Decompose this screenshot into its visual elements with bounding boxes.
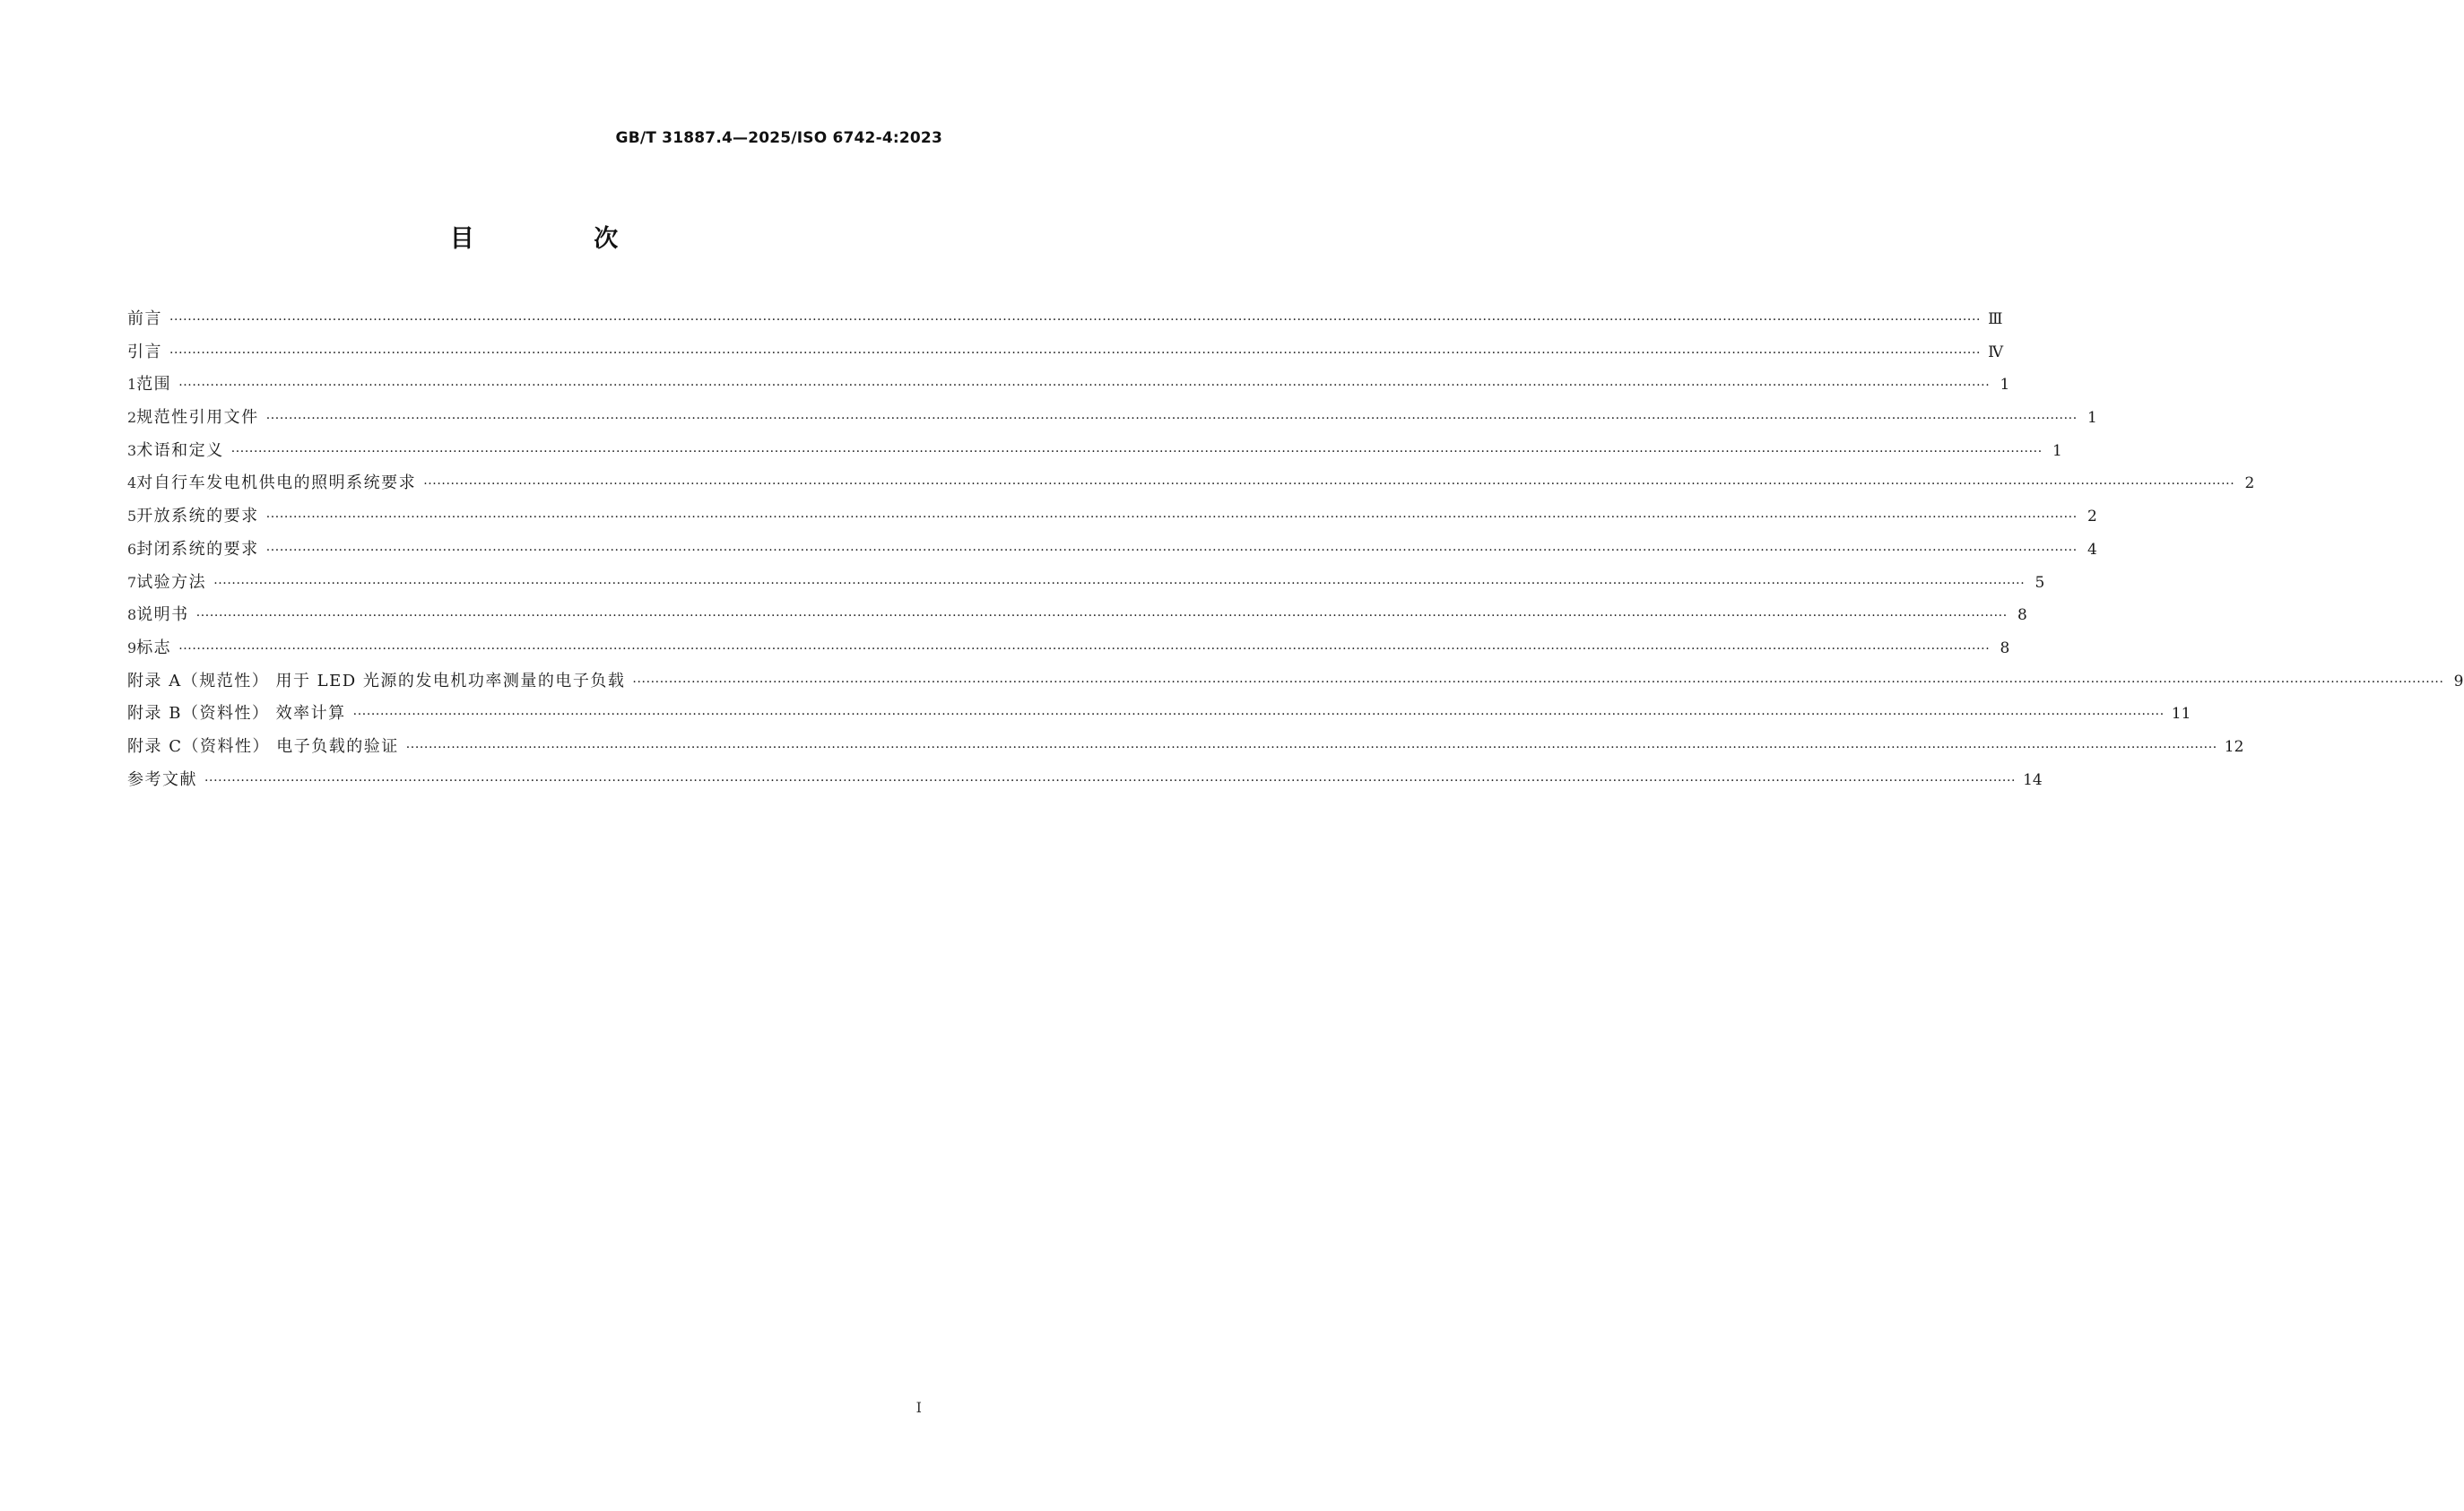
toc-entry-page: 8 [2017,606,2027,625]
toc-entry[interactable] [127,467,2255,500]
toc-entry-number: 7 [127,573,137,591]
table-of-contents [127,303,2464,796]
toc-entry-page: 5 [2035,573,2045,592]
toc-entry[interactable] [127,764,2043,797]
toc-entry-number: 5 [127,508,137,525]
toc-entry-label: 封闭系统的要求 [136,539,259,559]
toc-entry[interactable] [127,435,2062,468]
toc-entry-page: 11 [2171,705,2191,724]
toc-entry-label: 术语和定义 [136,440,224,460]
toc-entry[interactable] [127,599,2027,632]
toc-entry-page: 1 [2087,409,2097,428]
toc-entry-page: 2 [2087,508,2097,526]
toc-dot-leader: ················································································································································································································································································································································································································ [265,510,2078,525]
toc-entry-label: 规范性引用文件 [136,408,259,428]
toc-dot-leader: ················································································································································································································································································································································································································ [178,378,1991,394]
toc-dot-leader: ················································································································································································································································································································································································································ [423,477,2235,492]
toc-entry[interactable] [127,500,2097,534]
toc-dot-leader: ················································································································································································································································································································································································································ [265,412,2078,427]
toc-entry-label: 附录 C（资料性） 电子负载的验证 [127,736,399,756]
toc-entry[interactable] [127,632,2010,665]
toc-entry-number: 6 [127,540,137,558]
toc-entry-label: 附录 B（资料性） 效率计算 [127,704,346,724]
toc-entry-label: 引言 [127,342,162,361]
toc-entry-label: 标志 [136,638,172,657]
toc-entry[interactable] [127,402,2097,435]
toc-entry[interactable] [127,567,2045,600]
toc-entry-label: 说明书 [136,605,189,625]
page-title: 目 次 [449,225,674,253]
toc-entry-label: 范围 [136,375,172,395]
toc-entry-number: 9 [127,638,137,656]
toc-entry-number: 8 [127,606,137,624]
toc-entry-page: Ⅳ [1988,343,2004,361]
toc-dot-leader: ················································································································································································································································································································································································································ [195,609,2008,624]
toc-entry[interactable] [127,665,2464,699]
toc-entry-label: 前言 [127,309,162,328]
toc-entry[interactable] [127,336,2004,369]
toc-entry-page: Ⅲ [1988,310,2003,328]
toc-entry[interactable] [127,534,2097,567]
toc-entry-label: 对自行车发电机供电的照明系统要求 [136,473,417,493]
toc-entry-number: 4 [127,474,137,492]
toc-entry-page: 14 [2023,770,2043,789]
toc-dot-leader: ················································································································································································································································································································································································································ [632,674,2444,690]
toc-entry-page: 4 [2087,540,2097,559]
toc-entry-number: 2 [127,409,137,427]
toc-entry[interactable] [127,698,2191,731]
toc-entry-page: 12 [2224,737,2244,756]
toc-entry[interactable] [127,731,2244,764]
page-number: Ⅰ [915,1399,922,1416]
toc-entry-number: 3 [127,441,137,459]
toc-dot-leader: ················································································································································································································································································································································································································ [178,641,1991,656]
toc-dot-leader: ················································································································································································································································································································································································································ [265,543,2078,558]
toc-entry-label: 试验方法 [136,572,207,592]
toc-dot-leader: ················································································································································································································································································································································································································ [352,708,2165,723]
toc-entry[interactable] [127,369,2010,402]
toc-dot-leader: ················································································································································································································································································································································································································ [169,313,1982,327]
toc-entry-page: 9 [2453,672,2464,690]
toc-entry-label: 附录 A（规范性） 用于 LED 光源的发电机功率测量的电子负载 [127,671,626,690]
toc-dot-leader: ················································································································································································································································································································································································································ [405,740,2217,755]
toc-entry-label: 开放系统的要求 [136,507,259,526]
toc-entry-page: 1 [2052,441,2062,460]
toc-entry-page: 1 [2000,376,2010,395]
standard-code: GB/T 31887.4—2025/ISO 6742-4:2023 [615,129,942,147]
toc-dot-leader: ················································································································································································································································································································································································································ [230,444,2043,459]
toc-entry-label: 参考文献 [127,769,197,789]
toc-entry[interactable] [127,303,2003,336]
toc-entry-page: 2 [2244,474,2255,493]
toc-dot-leader: ················································································································································································································································································································································································································ [169,345,1982,360]
toc-entry-number: 1 [127,376,137,394]
toc-dot-leader: ················································································································································································································································································································································································································ [213,576,2026,591]
toc-dot-leader: ················································································································································································································································································································································································································ [204,773,2017,788]
toc-entry-page: 8 [2000,638,2010,657]
